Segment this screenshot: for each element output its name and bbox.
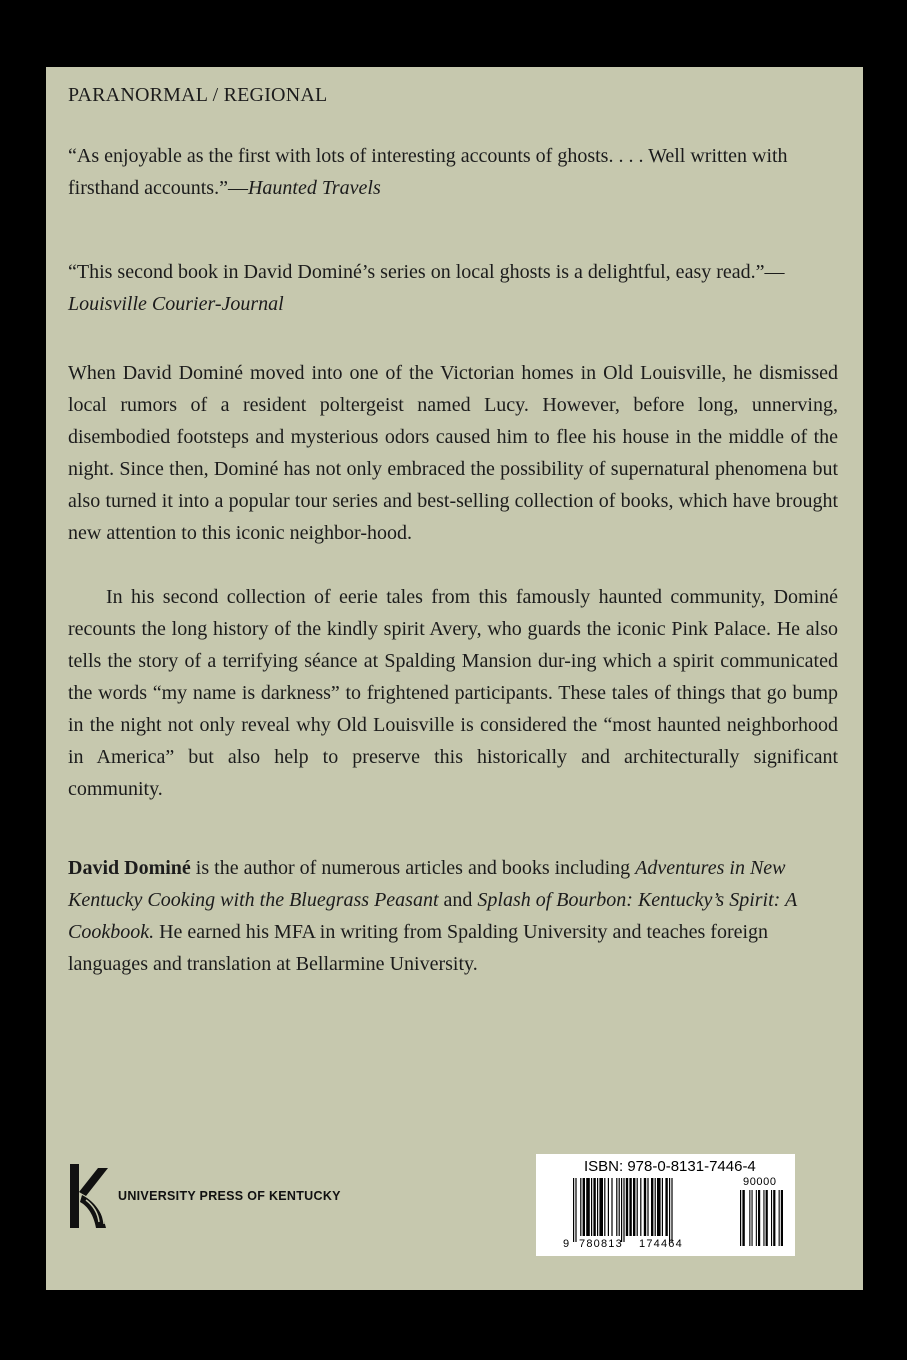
review-quote-2 <box>68 256 838 320</box>
publisher-name: UNIVERSITY PRESS OF KENTUCKY <box>118 1189 341 1203</box>
barcode-addon-digits: 90000 <box>743 1176 777 1188</box>
author-bio-text-2: and <box>438 889 478 911</box>
barcode-bar <box>573 1178 574 1242</box>
review-quote-1-source: Haunted Travels <box>247 177 381 199</box>
barcode-bar <box>621 1178 622 1242</box>
author-name: David Dominé <box>68 857 191 879</box>
barcode-left-digits: 780813 <box>579 1238 623 1250</box>
barcode-bar <box>575 1178 576 1242</box>
author-book-1: Adventures in New Kentucky Cooking with the Bluegrass Peasant <box>68 857 786 911</box>
barcode-bar <box>599 1178 603 1236</box>
barcode-first-digit: 9 <box>563 1238 570 1250</box>
barcode-bar <box>580 1178 581 1236</box>
isbn-barcode <box>536 1154 795 1256</box>
author-bio <box>68 852 838 980</box>
barcode-bar <box>597 1178 598 1236</box>
author-bio-text-3: He earned his MFA in writing from Spalding University and teaches foreign languages and translation at Bellarmine University. <box>68 921 769 975</box>
isbn-label: ISBN: 978-0-8131-7446-4 <box>584 1158 756 1175</box>
barcode-bar <box>758 1190 760 1246</box>
description-paragraph-1: When David Dominé moved into one of the Victorian homes in Old Louisville, he dismissed local rumors of a resident poltergeist named Lucy. However, before long, unnerving, disembodied footsteps and mysterious odors caused him to flee his house in the middle of the night. Since then, Dominé has not only embraced the possibility of supernatural phenomena but also turned it into a popular tour series and best-selling collection of books, which have brought new attention to this iconic neighbor-hood. <box>68 362 838 544</box>
barcode-bar <box>619 1178 620 1236</box>
barcode-bar <box>657 1178 661 1236</box>
barcode-bar <box>781 1190 783 1246</box>
back-cover <box>46 67 863 1290</box>
barcode-bar <box>779 1190 780 1246</box>
barcode-bar <box>671 1178 672 1242</box>
barcode-bar <box>608 1178 609 1236</box>
review-quote-2-text: “This second book in David Dominé’s series on local ghosts is a delightful, easy read.”— <box>68 261 785 283</box>
barcode-bar <box>651 1178 653 1236</box>
barcode-bar <box>633 1178 635 1236</box>
barcode-bar <box>611 1178 612 1236</box>
barcode-bar <box>583 1178 585 1236</box>
barcode-bar <box>616 1178 617 1236</box>
barcode-bar <box>655 1178 656 1236</box>
barcode-bar <box>766 1190 768 1246</box>
barcode-bar <box>637 1178 638 1236</box>
review-quote-1-text: “As enjoyable as the first with lots of interesting accounts of ghosts. . . . Well written with firsthand accounts.”— <box>68 145 788 199</box>
barcode-bar <box>591 1178 592 1236</box>
review-quote-1 <box>68 140 838 204</box>
publisher-logo <box>68 1162 408 1232</box>
barcode-bar <box>763 1190 764 1246</box>
barcode-right-digits: 174464 <box>639 1238 683 1250</box>
barcode-bar <box>771 1190 772 1246</box>
barcode-bar <box>586 1178 590 1236</box>
barcode-bar <box>626 1178 628 1236</box>
barcode-bar <box>640 1178 641 1236</box>
barcode-bar <box>593 1178 595 1236</box>
barcode-bar <box>752 1190 753 1246</box>
barcode-bar <box>662 1178 663 1236</box>
barcode-bar <box>629 1178 631 1236</box>
author-book-2: Splash of Bourbon: Kentucky’s Spirit: A Cookbook. <box>68 889 797 943</box>
barcode-bar <box>644 1178 646 1236</box>
barcode-bar <box>749 1190 750 1246</box>
k-logo-icon <box>68 1162 112 1232</box>
barcode-bar <box>604 1178 605 1236</box>
description-paragraph-2: In his second collection of eerie tales from this famously haunted community, Dominé recounts the long history of the kindly spirit Avery, who guards the iconic Pink Palace. He also tells the story of a terrifying séance at Spalding Mansion dur-ing which a spirit communicated the words “my name is darkness” to frightened participants. These tales of things that go bump in the night not only reveal why Old Louisville is considered the “most haunted neighborhood in America” but also help to preserve this historically and architecturally significant community. <box>68 586 838 800</box>
review-quote-2-source: Louisville Courier-Journal <box>68 293 284 315</box>
category-label: PARANORMAL / REGIONAL <box>68 84 328 106</box>
barcode-bar <box>623 1178 624 1242</box>
barcode-bar <box>756 1190 757 1246</box>
barcode-bar <box>740 1190 741 1246</box>
barcode-bar <box>742 1190 744 1246</box>
author-bio-text-1: is the author of numerous articles and books including <box>190 857 636 879</box>
barcode-bar <box>773 1190 775 1246</box>
barcode-bar <box>669 1178 670 1242</box>
barcode-bar <box>647 1178 648 1236</box>
barcode-bar <box>665 1178 667 1236</box>
